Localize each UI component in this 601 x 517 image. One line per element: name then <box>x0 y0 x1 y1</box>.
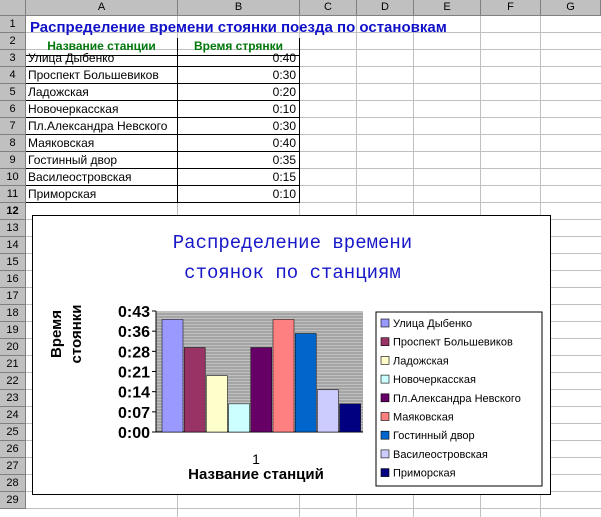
bar-7 <box>295 334 316 432</box>
bar-1 <box>162 319 183 432</box>
station-name-cell[interactable]: Новочеркасская <box>26 101 178 118</box>
row-header-21[interactable]: 21 <box>0 356 26 373</box>
station-time-cell[interactable]: 0:15 <box>178 169 300 186</box>
row-header-22[interactable]: 22 <box>0 373 26 390</box>
row-header-11[interactable]: 11 <box>0 186 26 203</box>
legend-label: Проспект Большевиков <box>393 336 513 349</box>
y-tick-label: 0:36 <box>117 324 150 342</box>
header-station-cell[interactable]: Название станции <box>26 38 178 56</box>
column-header-f[interactable]: F <box>481 0 541 16</box>
bar-9 <box>340 404 361 432</box>
legend-swatch <box>381 450 389 458</box>
y-axis-label-line2: стоянки <box>68 304 85 364</box>
bar-3 <box>206 376 227 432</box>
row-header-28[interactable]: 28 <box>0 475 26 492</box>
legend-label: Приморская <box>393 467 456 480</box>
column-header-e[interactable]: E <box>414 0 481 16</box>
x-tick-label: 1 <box>252 451 260 467</box>
row-header-18[interactable]: 18 <box>0 305 26 322</box>
y-tick-label: 0:21 <box>117 364 150 382</box>
sheet-title-cell[interactable]: Распределение времени стоянки поезда по остановкам <box>30 19 447 36</box>
station-name-cell[interactable]: Маяковская <box>26 135 178 152</box>
row-header-16[interactable]: 16 <box>0 271 26 288</box>
row-header-29[interactable]: 29 <box>0 492 26 509</box>
legend-swatch <box>381 319 389 327</box>
column-header-d[interactable]: D <box>357 0 414 16</box>
row-header-4[interactable]: 4 <box>0 67 26 84</box>
station-time-cell[interactable]: 0:40 <box>178 135 300 152</box>
chart-title-line2: стоянок по станциям <box>184 262 401 284</box>
legend-label: Пл.Александра Невского <box>393 392 521 405</box>
row-header-20[interactable]: 20 <box>0 339 26 356</box>
station-name-cell[interactable]: Пл.Александра Невского <box>26 118 178 135</box>
station-name-cell[interactable]: Улица Дыбенко <box>26 50 178 67</box>
legend-label: Новочеркасская <box>393 374 476 387</box>
legend-swatch <box>381 375 389 383</box>
chart-title-line1: Распределение времени <box>172 232 413 254</box>
legend-label: Улица Дыбенко <box>393 318 473 330</box>
row-header-2[interactable]: 2 <box>0 33 26 50</box>
station-time-cell[interactable]: 0:35 <box>178 152 300 169</box>
column-header-c[interactable]: C <box>300 0 357 16</box>
bar-2 <box>184 348 205 432</box>
station-time-cell[interactable]: 0:30 <box>178 118 300 135</box>
legend-swatch <box>381 394 389 402</box>
station-name-cell[interactable]: Приморская <box>26 186 178 203</box>
station-name-cell[interactable]: Ладожская <box>26 84 178 101</box>
legend-label: Ладожская <box>393 355 449 368</box>
legend-swatch <box>381 413 389 421</box>
header-time-cell[interactable]: Время стрянки <box>178 38 300 56</box>
legend-swatch <box>381 469 389 477</box>
legend-label: Василеостровская <box>393 448 488 461</box>
row-header-17[interactable]: 17 <box>0 288 26 305</box>
column-header-b[interactable]: B <box>178 0 300 16</box>
row-header-13[interactable]: 13 <box>0 220 26 237</box>
row-header-5[interactable]: 5 <box>0 84 26 101</box>
y-tick-label: 0:07 <box>117 404 150 422</box>
y-tick-label: 0:14 <box>117 384 150 402</box>
row-header-19[interactable]: 19 <box>0 322 26 339</box>
row-header-24[interactable]: 24 <box>0 407 26 424</box>
station-time-cell[interactable]: 0:10 <box>178 101 300 118</box>
legend-swatch <box>381 431 389 439</box>
y-tick-label: 0:00 <box>117 425 150 442</box>
bar-8 <box>317 390 338 432</box>
station-time-cell[interactable]: 0:20 <box>178 84 300 101</box>
row-header-15[interactable]: 15 <box>0 254 26 271</box>
row-header-1[interactable]: 1 <box>0 16 26 33</box>
row-header-7[interactable]: 7 <box>0 118 26 135</box>
y-tick-label: 0:43 <box>117 304 150 321</box>
x-axis-label: Название станций <box>188 466 324 483</box>
select-all-corner[interactable] <box>0 0 26 16</box>
row-header-23[interactable]: 23 <box>0 390 26 407</box>
legend-label: Маяковская <box>393 411 454 424</box>
chart-svg <box>33 216 552 496</box>
bar-5 <box>251 348 272 432</box>
station-time-cell[interactable]: 0:40 <box>178 50 300 67</box>
row-header-6[interactable]: 6 <box>0 101 26 118</box>
station-name-cell[interactable]: Гостинный двор <box>26 152 178 169</box>
legend-label: Гостинный двор <box>393 430 475 443</box>
bar-6 <box>273 319 294 432</box>
station-name-cell[interactable]: Василеостровская <box>26 169 178 186</box>
column-header-a[interactable]: A <box>26 0 178 16</box>
row-header-27[interactable]: 27 <box>0 458 26 475</box>
bar-4 <box>229 404 250 432</box>
y-axis-label-line1: Время <box>48 310 65 358</box>
station-time-cell[interactable]: 0:10 <box>178 186 300 203</box>
row-header-10[interactable]: 10 <box>0 169 26 186</box>
row-header-9[interactable]: 9 <box>0 152 26 169</box>
chart-area[interactable] <box>32 215 551 495</box>
row-header-8[interactable]: 8 <box>0 135 26 152</box>
y-tick-label: 0:28 <box>117 344 150 362</box>
row-header-25[interactable]: 25 <box>0 424 26 441</box>
row-header-3[interactable]: 3 <box>0 50 26 67</box>
legend-swatch <box>381 338 389 346</box>
row-gridline <box>26 508 601 509</box>
station-time-cell[interactable]: 0:30 <box>178 67 300 84</box>
row-header-12[interactable]: 12 <box>0 203 26 220</box>
row-header-26[interactable]: 26 <box>0 441 26 458</box>
legend-swatch <box>381 356 389 364</box>
column-header-g[interactable]: G <box>541 0 601 16</box>
row-header-14[interactable]: 14 <box>0 237 26 254</box>
station-name-cell[interactable]: Проспект Большевиков <box>26 67 178 84</box>
